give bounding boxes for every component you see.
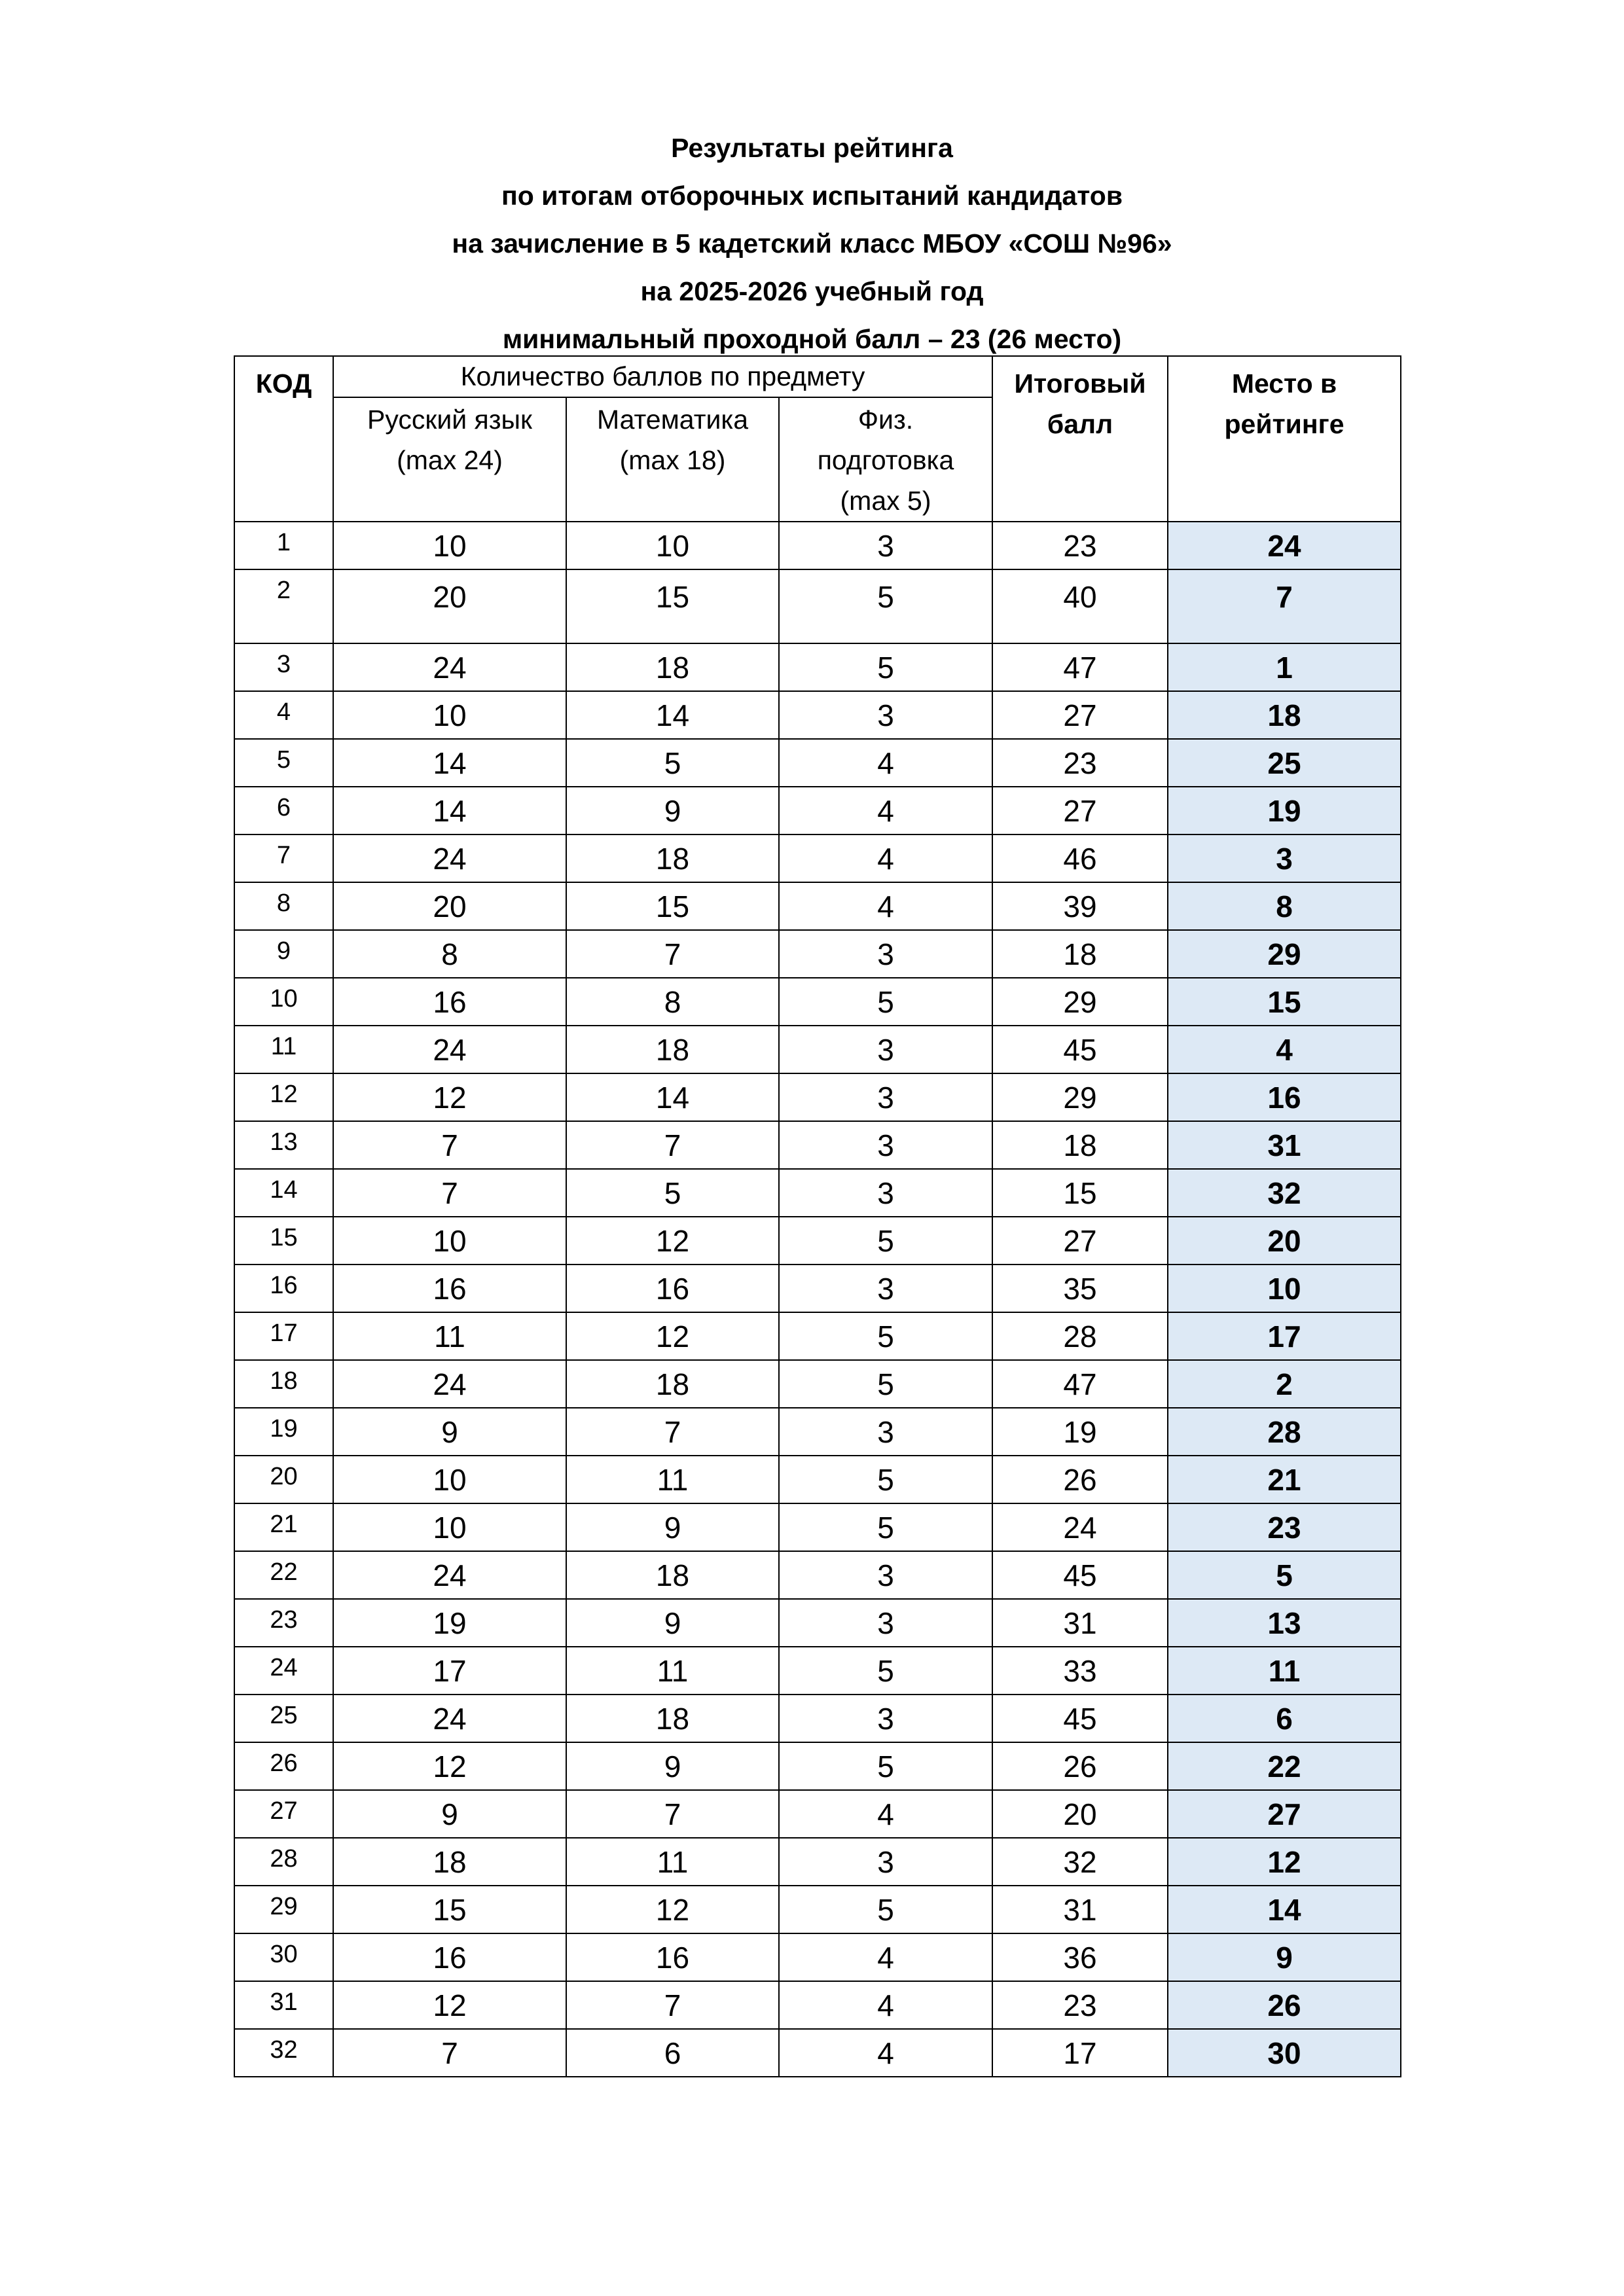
cell-code: 7 <box>234 834 333 882</box>
cell-code: 18 <box>234 1360 333 1408</box>
cell-russian: 12 <box>333 1742 566 1790</box>
cell-total: 40 <box>992 569 1168 643</box>
table-row <box>234 1265 1401 1312</box>
cell-code: 4 <box>234 691 333 739</box>
header-rank-line-2: рейтинге <box>1224 409 1344 439</box>
cell-code: 32 <box>234 2029 333 2077</box>
table-row <box>234 1790 1401 1838</box>
cell-rank: 6 <box>1168 1695 1401 1742</box>
cell-pe: 3 <box>779 1408 992 1456</box>
cell-code: 28 <box>234 1838 333 1886</box>
cell-math: 14 <box>566 1073 779 1121</box>
cell-code: 27 <box>234 1790 333 1838</box>
cell-math: 11 <box>566 1456 779 1503</box>
header-pe-line-2: подготовка <box>817 445 954 475</box>
cell-math: 18 <box>566 1360 779 1408</box>
cell-pe: 4 <box>779 787 992 834</box>
header-total-score <box>992 356 1168 522</box>
cell-rank: 27 <box>1168 1790 1401 1838</box>
cell-math: 5 <box>566 1169 779 1217</box>
cell-rank: 3 <box>1168 834 1401 882</box>
cell-pe: 4 <box>779 2029 992 2077</box>
cell-total: 15 <box>992 1169 1168 1217</box>
cell-code: 14 <box>234 1169 333 1217</box>
cell-rank: 32 <box>1168 1169 1401 1217</box>
cell-pe: 5 <box>779 643 992 691</box>
cell-pe: 4 <box>779 882 992 930</box>
cell-math: 9 <box>566 1503 779 1551</box>
cell-russian: 14 <box>333 739 566 787</box>
cell-code: 3 <box>234 643 333 691</box>
cell-russian: 18 <box>333 1838 566 1886</box>
cell-total: 31 <box>992 1886 1168 1933</box>
table-row <box>234 930 1401 978</box>
cell-russian: 7 <box>333 1121 566 1169</box>
cell-math: 6 <box>566 2029 779 2077</box>
cell-rank: 25 <box>1168 739 1401 787</box>
cell-total: 27 <box>992 1217 1168 1265</box>
cell-russian: 17 <box>333 1647 566 1695</box>
cell-code: 17 <box>234 1312 333 1360</box>
cell-pe: 4 <box>779 1790 992 1838</box>
cell-math: 9 <box>566 1742 779 1790</box>
cell-rank: 19 <box>1168 787 1401 834</box>
cell-total: 18 <box>992 930 1168 978</box>
cell-russian: 24 <box>333 834 566 882</box>
cell-code: 6 <box>234 787 333 834</box>
cell-rank: 7 <box>1168 569 1401 643</box>
cell-code: 29 <box>234 1886 333 1933</box>
cell-math: 11 <box>566 1647 779 1695</box>
cell-rank: 10 <box>1168 1265 1401 1312</box>
cell-total: 23 <box>992 1981 1168 2029</box>
cell-pe: 3 <box>779 1838 992 1886</box>
header-russian-line-2: (max 24) <box>397 445 503 475</box>
cell-code: 8 <box>234 882 333 930</box>
table-row <box>234 643 1401 691</box>
cell-code: 9 <box>234 930 333 978</box>
cell-total: 26 <box>992 1456 1168 1503</box>
header-row-top <box>234 356 1401 397</box>
cell-total: 27 <box>992 787 1168 834</box>
cell-total: 24 <box>992 1503 1168 1551</box>
cell-rank: 29 <box>1168 930 1401 978</box>
cell-rank: 30 <box>1168 2029 1401 2077</box>
cell-rank: 15 <box>1168 978 1401 1026</box>
table-row <box>234 978 1401 1026</box>
cell-code: 21 <box>234 1503 333 1551</box>
cell-pe: 5 <box>779 978 992 1026</box>
cell-total: 26 <box>992 1742 1168 1790</box>
cell-code: 23 <box>234 1599 333 1647</box>
header-rank <box>1168 356 1401 522</box>
cell-russian: 11 <box>333 1312 566 1360</box>
cell-pe: 4 <box>779 834 992 882</box>
cell-total: 45 <box>992 1551 1168 1599</box>
title-line-5: минимальный проходной балл – 23 (26 место) <box>502 324 1122 354</box>
cell-code: 30 <box>234 1933 333 1981</box>
cell-rank: 8 <box>1168 882 1401 930</box>
cell-total: 19 <box>992 1408 1168 1456</box>
cell-pe: 3 <box>779 930 992 978</box>
cell-pe: 3 <box>779 1551 992 1599</box>
cell-math: 12 <box>566 1312 779 1360</box>
cell-russian: 7 <box>333 2029 566 2077</box>
cell-russian: 10 <box>333 691 566 739</box>
results-table <box>234 355 1401 2077</box>
cell-total: 18 <box>992 1121 1168 1169</box>
header-subjects-group: Количество баллов по предмету <box>333 356 992 397</box>
table-row <box>234 1312 1401 1360</box>
cell-math: 7 <box>566 1790 779 1838</box>
cell-pe: 3 <box>779 1073 992 1121</box>
cell-math: 14 <box>566 691 779 739</box>
cell-math: 8 <box>566 978 779 1026</box>
cell-pe: 4 <box>779 1981 992 2029</box>
cell-rank: 9 <box>1168 1933 1401 1981</box>
table-row <box>234 1981 1401 2029</box>
cell-rank: 26 <box>1168 1981 1401 2029</box>
document-title <box>0 124 1624 363</box>
cell-math: 5 <box>566 739 779 787</box>
cell-math: 12 <box>566 1886 779 1933</box>
header-math-line-2: (max 18) <box>619 445 726 475</box>
cell-russian: 16 <box>333 978 566 1026</box>
cell-total: 39 <box>992 882 1168 930</box>
table-row <box>234 1408 1401 1456</box>
header-code: КОД <box>234 356 333 522</box>
header-total-line-2: балл <box>1047 409 1113 439</box>
cell-russian: 20 <box>333 882 566 930</box>
cell-pe: 4 <box>779 739 992 787</box>
cell-code: 5 <box>234 739 333 787</box>
cell-math: 12 <box>566 1217 779 1265</box>
header-math-line-1: Математика <box>596 404 749 435</box>
cell-rank: 17 <box>1168 1312 1401 1360</box>
cell-total: 45 <box>992 1695 1168 1742</box>
cell-total: 47 <box>992 1360 1168 1408</box>
cell-total: 45 <box>992 1026 1168 1073</box>
cell-total: 31 <box>992 1599 1168 1647</box>
cell-math: 7 <box>566 1408 779 1456</box>
cell-russian: 8 <box>333 930 566 978</box>
cell-math: 7 <box>566 930 779 978</box>
table-row <box>234 1073 1401 1121</box>
cell-pe: 3 <box>779 1265 992 1312</box>
table-row <box>234 1599 1401 1647</box>
cell-pe: 3 <box>779 1121 992 1169</box>
table-row <box>234 2029 1401 2077</box>
cell-math: 11 <box>566 1838 779 1886</box>
cell-pe: 5 <box>779 1886 992 1933</box>
cell-math: 16 <box>566 1265 779 1312</box>
cell-russian: 9 <box>333 1790 566 1838</box>
header-russian-line-1: Русский язык <box>367 404 532 435</box>
cell-total: 29 <box>992 978 1168 1026</box>
cell-pe: 3 <box>779 1695 992 1742</box>
table-row <box>234 1742 1401 1790</box>
table-row <box>234 834 1401 882</box>
cell-russian: 7 <box>333 1169 566 1217</box>
cell-russian: 24 <box>333 1551 566 1599</box>
cell-math: 16 <box>566 1933 779 1981</box>
table-row <box>234 882 1401 930</box>
header-pe <box>779 397 992 522</box>
table-row <box>234 1647 1401 1695</box>
cell-rank: 31 <box>1168 1121 1401 1169</box>
cell-total: 29 <box>992 1073 1168 1121</box>
table-row <box>234 1886 1401 1933</box>
cell-pe: 3 <box>779 1026 992 1073</box>
cell-russian: 16 <box>333 1933 566 1981</box>
cell-rank: 20 <box>1168 1217 1401 1265</box>
cell-rank: 18 <box>1168 691 1401 739</box>
cell-math: 18 <box>566 1026 779 1073</box>
header-pe-line-3: (max 5) <box>840 486 931 516</box>
header-total-line-1: Итоговый <box>1014 368 1146 399</box>
cell-pe: 5 <box>779 1360 992 1408</box>
table-row <box>234 739 1401 787</box>
cell-pe: 3 <box>779 522 992 569</box>
cell-math: 15 <box>566 882 779 930</box>
cell-rank: 22 <box>1168 1742 1401 1790</box>
cell-rank: 13 <box>1168 1599 1401 1647</box>
table-row <box>234 1360 1401 1408</box>
cell-russian: 12 <box>333 1073 566 1121</box>
cell-code: 12 <box>234 1073 333 1121</box>
cell-rank: 14 <box>1168 1886 1401 1933</box>
cell-total: 23 <box>992 522 1168 569</box>
table-row <box>234 1933 1401 1981</box>
cell-russian: 12 <box>333 1981 566 2029</box>
table-row <box>234 691 1401 739</box>
cell-pe: 5 <box>779 1647 992 1695</box>
cell-rank: 2 <box>1168 1360 1401 1408</box>
cell-rank: 5 <box>1168 1551 1401 1599</box>
cell-pe: 5 <box>779 1312 992 1360</box>
cell-russian: 16 <box>333 1265 566 1312</box>
cell-russian: 20 <box>333 569 566 643</box>
cell-code: 13 <box>234 1121 333 1169</box>
table-row <box>234 1217 1401 1265</box>
cell-total: 20 <box>992 1790 1168 1838</box>
cell-math: 7 <box>566 1121 779 1169</box>
cell-pe: 5 <box>779 1456 992 1503</box>
cell-math: 15 <box>566 569 779 643</box>
cell-rank: 21 <box>1168 1456 1401 1503</box>
cell-math: 18 <box>566 1551 779 1599</box>
cell-total: 33 <box>992 1647 1168 1695</box>
table-row <box>234 1838 1401 1886</box>
cell-code: 11 <box>234 1026 333 1073</box>
cell-code: 26 <box>234 1742 333 1790</box>
cell-code: 25 <box>234 1695 333 1742</box>
cell-math: 9 <box>566 787 779 834</box>
table-row <box>234 522 1401 569</box>
cell-code: 31 <box>234 1981 333 2029</box>
cell-russian: 24 <box>333 643 566 691</box>
table-row <box>234 1169 1401 1217</box>
table-row <box>234 787 1401 834</box>
cell-total: 32 <box>992 1838 1168 1886</box>
cell-rank: 28 <box>1168 1408 1401 1456</box>
cell-total: 36 <box>992 1933 1168 1981</box>
cell-code: 10 <box>234 978 333 1026</box>
cell-total: 17 <box>992 2029 1168 2077</box>
cell-code: 16 <box>234 1265 333 1312</box>
cell-total: 23 <box>992 739 1168 787</box>
cell-code: 24 <box>234 1647 333 1695</box>
title-line-4: на 2025-2026 учебный год <box>640 276 984 306</box>
cell-russian: 10 <box>333 522 566 569</box>
cell-pe: 3 <box>779 691 992 739</box>
cell-pe: 5 <box>779 1503 992 1551</box>
cell-code: 19 <box>234 1408 333 1456</box>
cell-total: 28 <box>992 1312 1168 1360</box>
cell-math: 18 <box>566 643 779 691</box>
cell-total: 35 <box>992 1265 1168 1312</box>
cell-russian: 10 <box>333 1217 566 1265</box>
cell-pe: 3 <box>779 1169 992 1217</box>
cell-code: 1 <box>234 522 333 569</box>
header-pe-line-1: Физ. <box>857 404 914 435</box>
cell-russian: 19 <box>333 1599 566 1647</box>
cell-rank: 16 <box>1168 1073 1401 1121</box>
cell-code: 22 <box>234 1551 333 1599</box>
cell-total: 46 <box>992 834 1168 882</box>
cell-rank: 1 <box>1168 643 1401 691</box>
table-row <box>234 1695 1401 1742</box>
cell-russian: 24 <box>333 1695 566 1742</box>
cell-math: 18 <box>566 834 779 882</box>
cell-pe: 5 <box>779 1217 992 1265</box>
table-row <box>234 1026 1401 1073</box>
title-line-1: Результаты рейтинга <box>671 133 953 163</box>
title-line-2: по итогам отборочных испытаний кандидатов <box>501 181 1123 211</box>
cell-russian: 24 <box>333 1360 566 1408</box>
table-row <box>234 1551 1401 1599</box>
header-rank-line-1: Место в <box>1231 368 1337 399</box>
cell-math: 18 <box>566 1695 779 1742</box>
cell-pe: 5 <box>779 569 992 643</box>
cell-rank: 11 <box>1168 1647 1401 1695</box>
header-math <box>566 397 779 522</box>
title-line-3: на зачисление в 5 кадетский класс МБОУ «СОШ №96» <box>452 228 1172 259</box>
cell-math: 10 <box>566 522 779 569</box>
cell-russian: 15 <box>333 1886 566 1933</box>
cell-total: 27 <box>992 691 1168 739</box>
table-row <box>234 1503 1401 1551</box>
cell-russian: 10 <box>333 1503 566 1551</box>
table-row <box>234 1456 1401 1503</box>
cell-code: 2 <box>234 569 333 643</box>
cell-russian: 14 <box>333 787 566 834</box>
cell-rank: 12 <box>1168 1838 1401 1886</box>
cell-rank: 24 <box>1168 522 1401 569</box>
cell-russian: 9 <box>333 1408 566 1456</box>
table-row <box>234 1121 1401 1169</box>
cell-total: 47 <box>992 643 1168 691</box>
cell-russian: 10 <box>333 1456 566 1503</box>
cell-pe: 4 <box>779 1933 992 1981</box>
cell-pe: 5 <box>779 1742 992 1790</box>
cell-pe: 3 <box>779 1599 992 1647</box>
cell-code: 15 <box>234 1217 333 1265</box>
cell-russian: 24 <box>333 1026 566 1073</box>
table-row <box>234 569 1401 643</box>
cell-rank: 23 <box>1168 1503 1401 1551</box>
header-russian <box>333 397 566 522</box>
cell-code: 20 <box>234 1456 333 1503</box>
cell-math: 7 <box>566 1981 779 2029</box>
cell-rank: 4 <box>1168 1026 1401 1073</box>
cell-math: 9 <box>566 1599 779 1647</box>
